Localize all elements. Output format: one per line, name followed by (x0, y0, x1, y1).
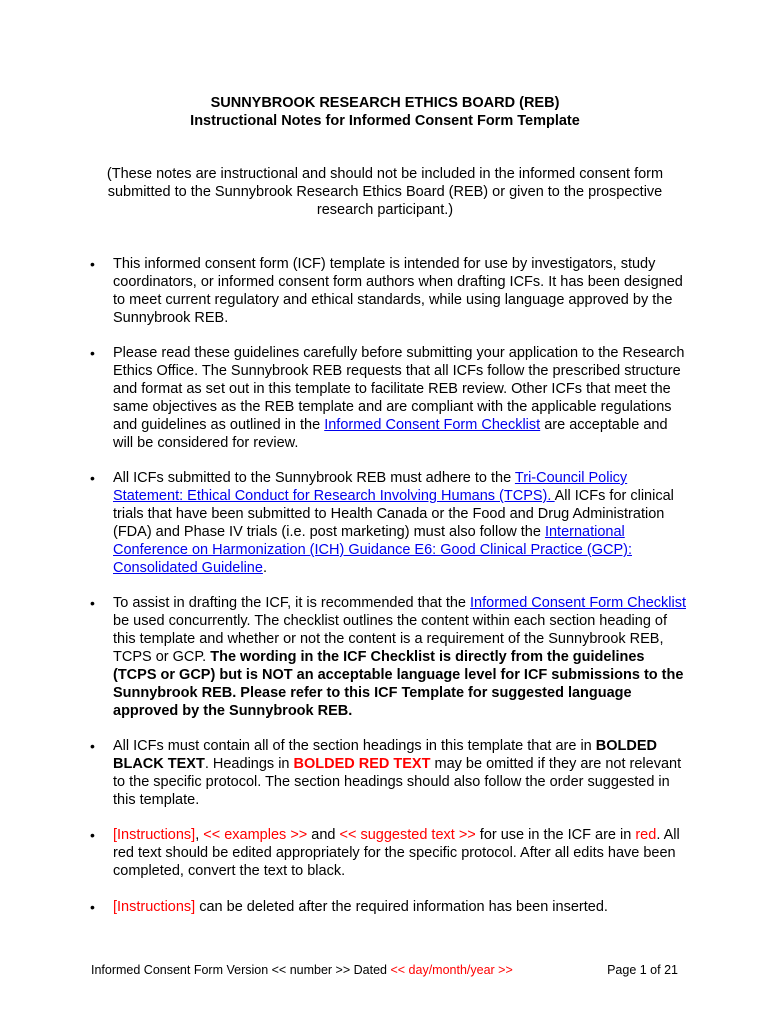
bullet-icon: • (90, 827, 95, 843)
bullet-icon: • (90, 899, 95, 915)
icf-checklist-link[interactable]: Informed Consent Form Checklist (324, 417, 541, 433)
list-item-text: Please read these guidelines carefully before submitting your application to the Research Ethics Office. The Sunnybrook REB requests that all ICFs follow the prescribed structure and format as set out in this template to facilitate REB review. Other ICFs that meet the same objectives as the REB template and are compliant with the applicable regulations and guidelines as outlined in the Informed Consent Form Checklist are acceptable and will be considered for review. (113, 345, 685, 451)
bold-warning-text: The wording in the ICF Checklist is directly from the guidelines (TCPS or GCP) but is NOT an acceptable language level for ICF submissions to the Sunnybrook REB. Please refer to this ICF Template for suggested language approved by the Sunnybrook REB. (113, 649, 684, 719)
document-title: SUNNYBROOK RESEARCH ETHICS BOARD (REB) (210, 95, 560, 111)
bullet-icon: • (90, 470, 95, 486)
bold-black-text: BOLDED BLACK TEXT (113, 738, 658, 772)
list-item-text: [Instructions], << examples >> and << suggested text >> for use in the ICF are in red. All red text should be edited appropriately for the specific protocol. After all edits have been completed, convert the text to black. (113, 827, 680, 879)
red-examples-text: << examples >> (203, 827, 308, 843)
list-item-text: [Instructions] can be deleted after the required information has been inserted. (113, 899, 608, 915)
red-suggested-text: << suggested text >> (339, 827, 476, 843)
list-item-text: To assist in drafting the ICF, it is recommended that the Informed Consent Form Checklist be used concurrently. The checklist outlines the content within each section heading of this template and whether or not the content is a requirement of the Sunnybrook REB, TCPS or GCP. The wording in the ICF Checklist is directly from the guidelines (TCPS or GCP) but is NOT an acceptable language level for ICF submissions to the Sunnybrook REB. Please refer to this ICF Template for suggested language approved by the Sunnybrook REB. (113, 595, 686, 719)
footer-version: Informed Consent Form Version << number >> Dated << day/month/year >> (91, 963, 513, 977)
list-item-text: This informed consent form (ICF) template is intended for use by investigators, study coordinators, or informed consent form authors when drafting ICFs. It has been designed to meet current regulatory and ethical standards, while using language approved by the Sunnybrook REB. (113, 256, 683, 326)
bold-red-text: BOLDED RED TEXT (293, 756, 431, 772)
red-instructions-text: [Instructions] (113, 827, 196, 843)
instructional-note: (These notes are instructional and should not be included in the informed consent form submitted to the Sunnybrook Research Ethics Board (REB) or given to the prospective research participant.) (106, 166, 664, 218)
list-item-text: All ICFs must contain all of the section headings in this template that are in BOLDED BLACK TEXT. Headings in BOLDED RED TEXT may be omitted if they are not relevant to the specific protocol. The section headings should also follow the order suggested in this template. (113, 738, 682, 808)
red-word: red (635, 827, 657, 843)
bullet-icon: • (90, 256, 95, 272)
bullet-icon: • (90, 738, 95, 754)
icf-checklist-link[interactable]: Informed Consent Form Checklist (470, 595, 686, 611)
red-instructions-text: [Instructions] (113, 899, 196, 915)
page-number: Page 1 of 21 (607, 963, 678, 977)
bullet-icon: • (90, 595, 95, 611)
tcps-link[interactable]: Tri-Council Policy Statement: Ethical Conduct for Research Involving Humans (TCPS). (113, 470, 628, 504)
footer-date-placeholder: << day/month/year >> (390, 963, 513, 977)
bullet-icon: • (90, 345, 95, 361)
ich-gcp-link[interactable]: International Conference on Harmonization (ICH) Guidance E6: Good Clinical Practice (GCP): Consolidated Guideline (113, 524, 632, 576)
list-item-text: All ICFs submitted to the Sunnybrook REB must adhere to the Tri-Council Policy Statement: Ethical Conduct for Research Involving Humans (TCPS). All ICFs for clinical trials that have been submitted to Health Canada or the Food and Drug Administration (FDA) and Phase IV trials (i.e. post marketing) must also follow the International Conference on Harmonization (ICH) Guidance E6: Good Clinical Practice (GCP): Consolidated Guideline. (113, 470, 674, 576)
document-subtitle: Instructional Notes for Informed Consent Form Template (190, 113, 580, 129)
